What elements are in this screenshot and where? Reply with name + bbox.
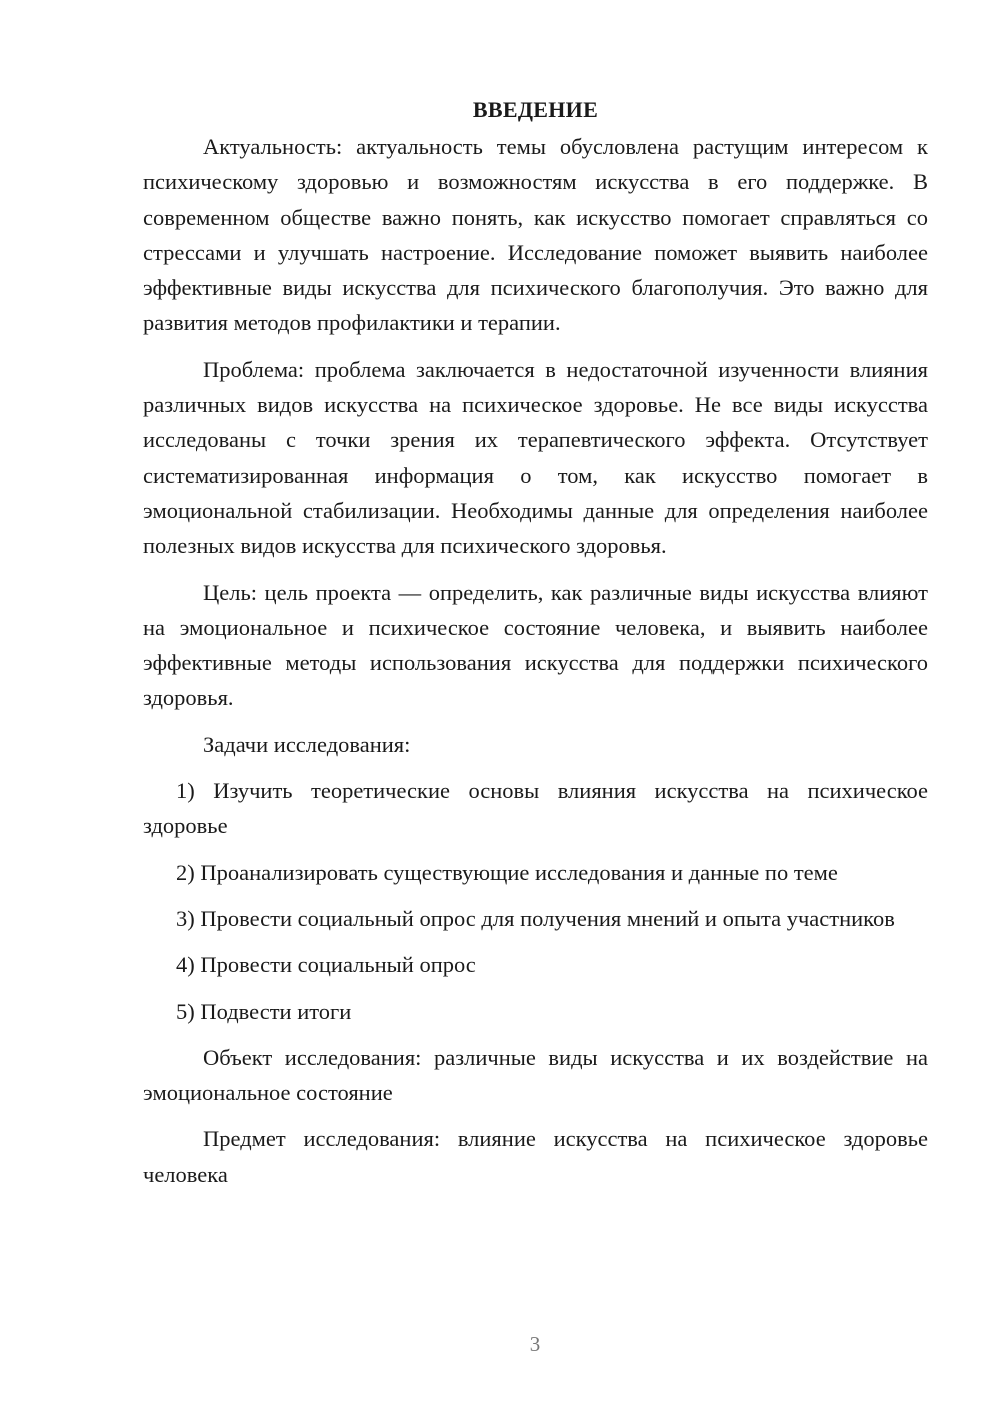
paragraph-subject: Предмет исследования: влияние искусства на психическое здоровье человека bbox=[143, 1126, 928, 1187]
task-item: 4) Провести социальный опрос bbox=[176, 952, 476, 978]
tasks-heading: Задачи исследования: bbox=[203, 731, 411, 757]
paragraph-problem: Проблема: проблема заключается в недостаточной изученности влияния различных видов искусства на психическое здоровье. Не все виды искусства исследованы с точки зрения их терапевтического эффекта. Отсутствует систематизированная информация о том, как искусство помогает в эмоциональной стабилизации. Необходимы данные для определения наиболее полезных видов искусства для психического здоровья. bbox=[143, 356, 928, 559]
section-title: ВВЕДЕНИЕ bbox=[472, 97, 599, 122]
task-item: 5) Подвести итоги bbox=[176, 998, 352, 1024]
page-number: 3 bbox=[529, 1332, 541, 1356]
task-item: 1) Изучить теоретические основы влияния искусства на психическое здоровье bbox=[143, 778, 928, 839]
task-item: 3) Провести социальный опрос для получения мнений и опыта участников bbox=[176, 905, 895, 931]
task-item: 2) Проанализировать существующие исследования и данные по теме bbox=[176, 859, 838, 885]
paragraph-goal: Цель: цель проекта — определить, как различные виды искусства влияют на эмоциональное и психическое состояние человека, и выявить наиболее эффективные методы использования искусства для поддержки психического здоровья. bbox=[143, 579, 928, 711]
paragraph-object: Объект исследования: различные виды искусства и их воздействие на эмоциональное состояние bbox=[143, 1044, 928, 1106]
page-content bbox=[143, 92, 928, 1203]
paragraph-relevance: Актуальность: актуальность темы обусловлена растущим интересом к психическому здоровью и возможностям искусства в его поддержке. В современном обществе важно понять, как искусство помогает справляться со стрессами и улучшать настроение. Исследование поможет выявить наиболее эффективные виды искусства для психического благополучия. Это важно для развития методов профилактики и терапии. bbox=[143, 134, 928, 336]
